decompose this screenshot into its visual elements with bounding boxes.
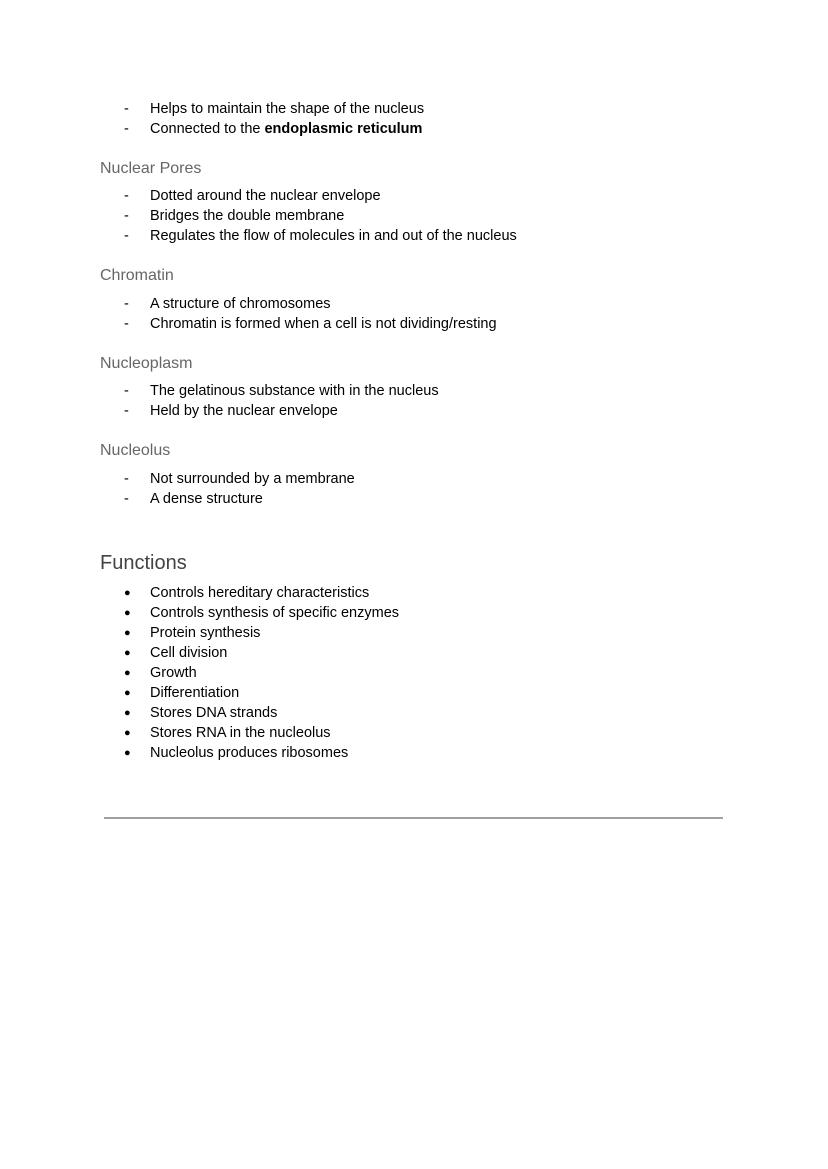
list-item-text: A structure of chromosomes — [150, 296, 331, 312]
list-item-text: Helps to maintain the shape of the nucleus — [150, 101, 425, 117]
bold-term: endoplasmic reticulum — [264, 121, 423, 137]
dash-marker: - — [124, 491, 129, 507]
dash-marker: - — [124, 121, 129, 137]
list-item-text: A dense structure — [150, 491, 263, 507]
section-heading-nucleoplasm: Nucleoplasm — [100, 355, 193, 372]
section-heading-chromatin: Chromatin — [100, 267, 174, 284]
bullet-icon: ● — [124, 627, 131, 639]
bullet-icon: ● — [124, 647, 131, 659]
list-item-text: Stores DNA strands — [150, 705, 278, 721]
list-item-text: Not surrounded by a membrane — [150, 471, 355, 487]
list-item-text: Controls synthesis of specific enzymes — [150, 605, 400, 621]
list-item-text: The gelatinous substance with in the nucleus — [150, 383, 439, 399]
horizontal-rule — [104, 817, 723, 819]
bullet-icon: ● — [124, 667, 131, 679]
list-item-text: Protein synthesis — [150, 625, 261, 641]
dash-marker: - — [124, 208, 129, 224]
dash-marker: - — [124, 471, 129, 487]
list-item-text: Held by the nuclear envelope — [150, 403, 338, 419]
dash-marker: - — [124, 316, 129, 332]
list-item-text: Cell division — [150, 645, 228, 661]
dash-marker: - — [124, 403, 129, 419]
dash-marker: - — [124, 101, 129, 117]
list-item-text: Bridges the double membrane — [150, 208, 345, 224]
list-item-text: Growth — [150, 665, 197, 681]
dash-marker: - — [124, 383, 129, 399]
list-item-text: Nucleolus produces ribosomes — [150, 745, 349, 761]
list-item-text: Dotted around the nuclear envelope — [150, 188, 381, 204]
bullet-icon: ● — [124, 727, 131, 739]
list-item-text: Stores RNA in the nucleolus — [150, 725, 331, 741]
bullet-icon: ● — [124, 687, 131, 699]
dash-marker: - — [124, 228, 129, 244]
bullet-icon: ● — [124, 587, 131, 599]
dash-marker: - — [124, 296, 129, 312]
dash-marker: - — [124, 188, 129, 204]
section-heading-functions: Functions — [100, 552, 187, 574]
bullet-icon: ● — [124, 747, 131, 759]
list-item-text: Differentiation — [150, 685, 240, 701]
list-item-text: Chromatin is formed when a cell is not dividing/resting — [150, 316, 497, 332]
list-item-text: Controls hereditary characteristics — [150, 585, 370, 601]
section-heading-nucleolus: Nucleolus — [100, 442, 171, 459]
list-item-text — [150, 119, 422, 139]
bullet-icon: ● — [124, 707, 131, 719]
bullet-icon: ● — [124, 607, 131, 619]
section-heading-nuclear-pores: Nuclear Pores — [100, 160, 202, 177]
list-item-text: Regulates the flow of molecules in and out of the nucleus — [150, 228, 517, 244]
list-item-text-prefix: Connected to the — [150, 121, 265, 137]
